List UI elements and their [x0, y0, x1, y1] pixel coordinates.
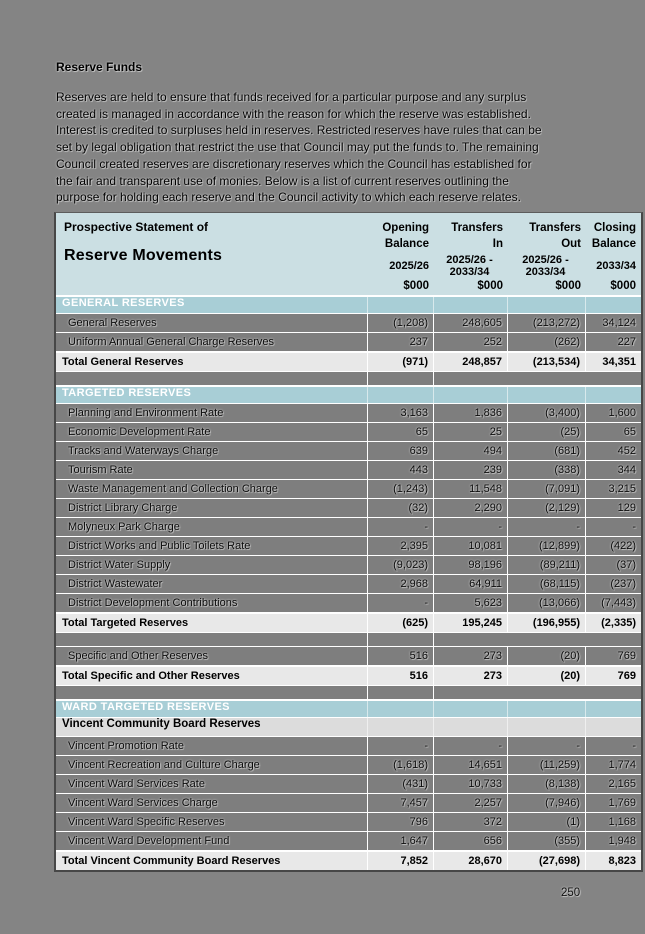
table-row [56, 403, 641, 422]
empty-cell [508, 297, 586, 313]
column-title-line: Transfers [451, 222, 503, 234]
column-title-line: Balance [591, 238, 636, 250]
row-label: Vincent Promotion Rate [56, 737, 368, 755]
column-header-1 [368, 213, 434, 295]
cell-value: (25) [508, 423, 586, 441]
row-label: General Reserves [56, 314, 368, 332]
cell-value: 1,774 [608, 759, 636, 771]
intro-line: set by legal obligation that restrict the use that Council may put the funds to. The remaining [56, 140, 539, 155]
empty-cell [508, 387, 586, 403]
cell-value: (237) [610, 578, 636, 590]
spacer-row [56, 632, 641, 646]
cell-value: (7,091) [508, 480, 586, 498]
cell-value: (1,208) [368, 314, 434, 332]
table-row [56, 517, 641, 536]
empty-cell [368, 718, 434, 736]
row-label: Vincent Ward Development Fund [56, 832, 368, 850]
cell-value: (2,335) [601, 617, 636, 629]
spacer-cell [56, 686, 368, 699]
row-label: Waste Management and Collection Charge [56, 480, 368, 498]
cell-value: 65 [368, 423, 434, 441]
intro-line: the fair and transparent use of monies. Below is a list of current reserves outlining the [56, 173, 509, 188]
cell-value: (37) [616, 559, 636, 571]
cell-value: 129 [617, 502, 636, 514]
cell-value: 248,605 [434, 314, 508, 332]
cell-value: (7,946) [508, 794, 586, 812]
cell-value: 796 [368, 813, 434, 831]
table-title-line2: Reserve Movements [64, 247, 223, 264]
row-label: Tracks and Waterways Charge [56, 442, 368, 460]
row-label: TARGETED RESERVES [56, 387, 368, 403]
cell-value: (213,534) [508, 353, 586, 371]
cell-value: 34,124 [602, 317, 636, 329]
spacer-cell [56, 372, 368, 385]
intro-line: purpose for holding each reserve and the Council activity to which each reserve relates. [56, 190, 521, 205]
table-row [56, 812, 641, 831]
cell-value: (68,115) [508, 575, 586, 593]
intro-line: created is managed in accordance with the reason for which the reserve was established. [56, 106, 531, 121]
cell-value: (12,899) [508, 537, 586, 555]
table-title-line1: Prospective Statement of [64, 220, 209, 234]
table-row [56, 479, 641, 498]
intro-line: Reserves are held to ensure that funds received for a particular purpose and any surplus [56, 90, 527, 104]
cell-value: (681) [508, 442, 586, 460]
row-label: Total Targeted Reserves [56, 614, 368, 632]
empty-cell [434, 718, 508, 736]
cell-value: (3,400) [508, 404, 586, 422]
cell-value: 7,852 [368, 852, 434, 870]
table-header [56, 213, 641, 295]
section-band-row [56, 699, 641, 717]
cell-value: 252 [434, 333, 508, 351]
intro-section [56, 60, 636, 206]
cell-value: 34,351 [602, 356, 636, 368]
cell-value: 1,600 [608, 407, 636, 419]
cell-value: 10,733 [434, 775, 508, 793]
spacer-cell [368, 686, 434, 699]
cell-value: - [508, 518, 586, 536]
row-label: District Library Charge [56, 499, 368, 517]
cell-value: 28,670 [434, 852, 508, 870]
cell-value: 2,165 [608, 778, 636, 790]
column-header-4 [586, 213, 641, 295]
cell-value: 5,623 [434, 594, 508, 612]
cell-value: - [632, 521, 636, 533]
cell-value: - [434, 518, 508, 536]
cell-value: 248,857 [434, 353, 508, 371]
cell-value: (213,272) [508, 314, 586, 332]
cell-value: 11,548 [434, 480, 508, 498]
row-label: Specific and Other Reserves [56, 647, 368, 665]
section-band-row [56, 295, 641, 313]
table-row [56, 441, 641, 460]
cell-value: (422) [610, 540, 636, 552]
cell-value: (1) [508, 813, 586, 831]
empty-cell [434, 297, 508, 313]
cell-value: - [368, 594, 434, 612]
column-title-line: Out [561, 238, 581, 250]
intro-paragraph [56, 89, 636, 206]
column-period: 2033/34 [596, 260, 636, 272]
cell-value: (9,023) [368, 556, 434, 574]
empty-cell [434, 387, 508, 403]
cell-value: (13,066) [508, 594, 586, 612]
reserve-movements-table [54, 212, 643, 872]
cell-value: 2,290 [434, 499, 508, 517]
row-label: District Works and Public Toilets Rate [56, 537, 368, 555]
row-label: Total Vincent Community Board Reserves [56, 852, 368, 870]
cell-value: - [368, 737, 434, 755]
cell-value: - [632, 740, 636, 752]
cell-value: (971) [368, 353, 434, 371]
page-number: 250 [561, 887, 581, 899]
table-row [56, 422, 641, 441]
row-label: Molyneux Park Charge [56, 518, 368, 536]
cell-value: 237 [368, 333, 434, 351]
table-row [56, 555, 641, 574]
row-label: Tourism Rate [56, 461, 368, 479]
table-row [56, 793, 641, 812]
empty-cell [508, 718, 586, 736]
table-row [56, 498, 641, 517]
row-label: Economic Development Rate [56, 423, 368, 441]
table-row [56, 574, 641, 593]
table-row [56, 736, 641, 755]
row-label: Vincent Community Board Reserves [56, 718, 368, 736]
column-period: 2025/26 - 2033/34 [522, 254, 569, 278]
empty-cell [508, 701, 586, 717]
row-label: District Development Contributions [56, 594, 368, 612]
cell-value: (27,698) [508, 852, 586, 870]
total-row [56, 850, 641, 870]
cell-value: 25 [434, 423, 508, 441]
cell-value: 98,196 [434, 556, 508, 574]
cell-value: (262) [508, 333, 586, 351]
cell-value: (431) [368, 775, 434, 793]
total-row [56, 351, 641, 371]
spacer-cell [56, 633, 368, 646]
page-title: Reserve Funds [56, 60, 143, 74]
row-label: Planning and Environment Rate [56, 404, 368, 422]
empty-cell [368, 387, 434, 403]
empty-cell [586, 718, 641, 736]
cell-value: (196,955) [508, 614, 586, 632]
cell-value: 14,651 [434, 756, 508, 774]
table-row [56, 593, 641, 612]
cell-value: 1,836 [434, 404, 508, 422]
empty-cell [368, 297, 434, 313]
column-title-line: Opening [382, 222, 429, 234]
cell-value: 769 [617, 670, 636, 682]
cell-value: 452 [617, 445, 636, 457]
cell-value: 64,911 [434, 575, 508, 593]
cell-value: (355) [508, 832, 586, 850]
cell-value: (20) [508, 647, 586, 665]
cell-value: 769 [617, 650, 636, 662]
column-title-line: Closing [593, 222, 636, 234]
cell-value: (625) [368, 614, 434, 632]
cell-value: 516 [368, 667, 434, 685]
column-unit: $000 [555, 280, 581, 292]
intro-line: Interest is credited to surpluses held in reserves. Restricted reserves have rules that can be [56, 123, 542, 138]
column-header-2 [434, 213, 508, 295]
spacer-row [56, 371, 641, 385]
spacer-cell [368, 633, 434, 646]
section-band-row [56, 385, 641, 403]
cell-value: (20) [508, 667, 586, 685]
row-label: WARD TARGETED RESERVES [56, 701, 368, 717]
cell-value: 1,647 [368, 832, 434, 850]
cell-value: - [368, 518, 434, 536]
row-label: Vincent Ward Services Rate [56, 775, 368, 793]
cell-value: 639 [368, 442, 434, 460]
empty-cell [586, 297, 641, 313]
cell-value: 195,245 [434, 614, 508, 632]
column-unit: $000 [610, 280, 636, 292]
cell-value: (338) [508, 461, 586, 479]
table-row [56, 460, 641, 479]
cell-value: 10,081 [434, 537, 508, 555]
cell-value: (89,211) [508, 556, 586, 574]
cell-value: - [508, 737, 586, 755]
column-unit: $000 [403, 280, 429, 292]
cell-value: 344 [617, 464, 636, 476]
row-label: Vincent Ward Services Charge [56, 794, 368, 812]
empty-cell [586, 701, 641, 717]
column-title-line: Balance [384, 238, 429, 250]
cell-value: (7,443) [601, 597, 636, 609]
cell-value: 516 [368, 647, 434, 665]
cell-value: 3,163 [368, 404, 434, 422]
row-label: GENERAL RESERVES [56, 297, 368, 313]
intro-line: Council created reserves are discretionary reserves which the Council has established for [56, 156, 532, 171]
row-label: Vincent Recreation and Culture Charge [56, 756, 368, 774]
cell-value: 239 [434, 461, 508, 479]
cell-value: 1,168 [608, 816, 636, 828]
column-title-line: Transfers [529, 222, 581, 234]
table-title-block [56, 213, 368, 295]
cell-value: 656 [434, 832, 508, 850]
cell-value: - [434, 737, 508, 755]
empty-cell [434, 701, 508, 717]
row-label: District Wastewater [56, 575, 368, 593]
cell-value: 2,257 [434, 794, 508, 812]
cell-value: 8,823 [608, 855, 636, 867]
row-label: Total General Reserves [56, 353, 368, 371]
table-row [56, 313, 641, 332]
cell-value: 65 [623, 426, 636, 438]
cell-value: 1,948 [608, 835, 636, 847]
column-period: 2025/26 [389, 260, 429, 272]
cell-value: 227 [617, 336, 636, 348]
empty-cell [368, 701, 434, 717]
table-row [56, 536, 641, 555]
column-unit: $000 [477, 280, 503, 292]
column-title-line: In [492, 238, 503, 250]
row-label: Uniform Annual General Charge Reserves [56, 333, 368, 351]
cell-value: (11,259) [508, 756, 586, 774]
total-row [56, 612, 641, 632]
table-row [56, 831, 641, 850]
cell-value: 7,457 [368, 794, 434, 812]
spacer-cell [368, 372, 434, 385]
row-label: Vincent Ward Specific Reserves [56, 813, 368, 831]
cell-value: 3,215 [608, 483, 636, 495]
table-row [56, 646, 641, 665]
column-period: 2025/26 - 2033/34 [446, 254, 493, 278]
row-label: District Water Supply [56, 556, 368, 574]
cell-value: 1,769 [608, 797, 636, 809]
table-row [56, 774, 641, 793]
cell-value: 273 [434, 667, 508, 685]
cell-value: 494 [434, 442, 508, 460]
cell-value: (2,129) [508, 499, 586, 517]
row-label: Total Specific and Other Reserves [56, 667, 368, 685]
cell-value: (1,243) [368, 480, 434, 498]
cell-value: (8,138) [508, 775, 586, 793]
cell-value: (1,618) [368, 756, 434, 774]
cell-value: 2,968 [368, 575, 434, 593]
column-header-3 [508, 213, 586, 295]
spacer-row [56, 685, 641, 699]
table-body [56, 295, 641, 870]
cell-value: (32) [368, 499, 434, 517]
cell-value: 2,395 [368, 537, 434, 555]
empty-cell [586, 387, 641, 403]
table-row [56, 755, 641, 774]
total-row [56, 665, 641, 685]
cell-value: 372 [434, 813, 508, 831]
subheader-row [56, 717, 641, 736]
table-row [56, 332, 641, 351]
cell-value: 273 [434, 647, 508, 665]
cell-value: 443 [368, 461, 434, 479]
